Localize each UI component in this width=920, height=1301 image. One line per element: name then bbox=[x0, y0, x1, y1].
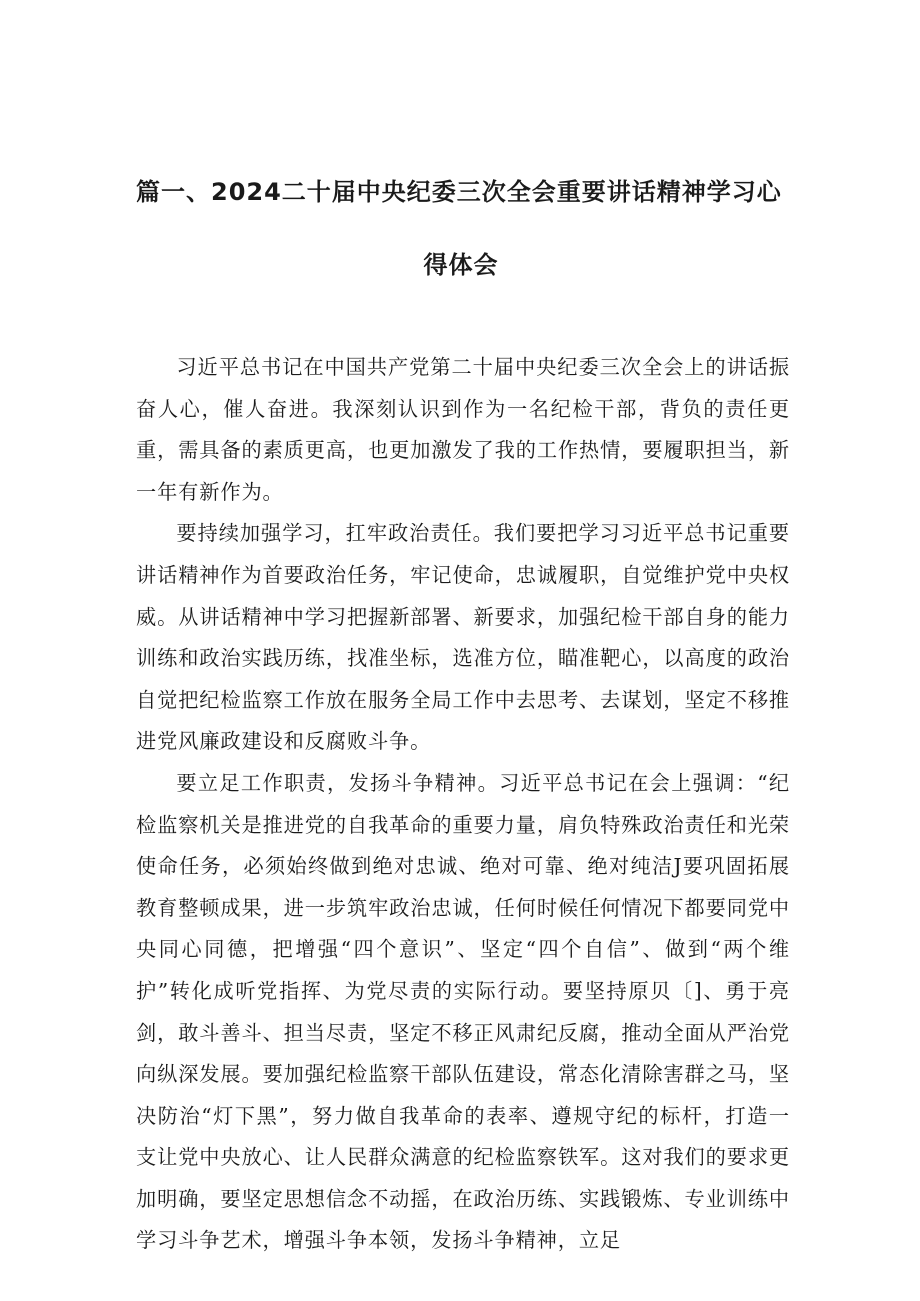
paragraph-2: 要持续加强学习，扛牢政治责任。我们要把学习习近平总书记重要讲话精神作为首要政治任务，牢记使命，忠诚履职，自觉维护党中央权威。从讲话精神中学习把握新部署、新要求，加强纪检干部自身的能力训练和政治实践历练，找准坐标，选准方位，瞄准靶心，以高度的政治自觉把纪检监察工作放在服务全局工作中去思考、去谋划，坚定不移推进党风廉政建设和反腐败斗争。 bbox=[136, 521, 790, 754]
document-body bbox=[136, 347, 790, 1262]
document-title-line-2: 得体会 bbox=[423, 251, 499, 279]
paragraph-3: 要立足工作职责，发扬斗争精神。习近平总书记在会上强调：“纪检监察机关是推进党的自我革命的重要力量，肩负特殊政治责任和光荣使命任务，必须始终做到绝对忠诚、绝对可靠、绝对纯洁J要巩固拓展教育整顿成果，进一步筑牢政治忠诚，任何时候任何情况下都要同党中央同心同德，把增强“四个意识”、坚定“四个自信”、做到“两个维护”转化成听党指挥、为党尽责的实际行动。要坚持原贝〔]、勇于亮剑，敢斗善斗、担当尽责，坚定不移正风肃纪反腐，推动全面从严治党向纵深发展。要加强纪检监察干部队伍建设，常态化清除害群之马，坚决防治“灯下黑”，努力做自我革命的表率、遵规守纪的标杆，打造一支让党中央放心、让人民群众满意的纪检监察铁军。这对我们的要求更加明确，要坚定思想信念不动摇，在政治历练、实践锻炼、专业训练中学习斗争艺术，增强斗争本领，发扬斗争精神，立足 bbox=[136, 770, 790, 1253]
document-title-line-1: 篇一、2024二十届中央纪委三次全会重要讲话精神学习心 bbox=[136, 178, 782, 206]
paragraph-1: 习近平总书记在中国共产党第二十届中央纪委三次全会上的讲话振奋人心，催人奋进。我深刻认识到作为一名纪检干部，背负的责任更重，需具备的素质更高，也更加激发了我的工作热情，要履职担当，新一年有新作为。 bbox=[136, 355, 790, 504]
